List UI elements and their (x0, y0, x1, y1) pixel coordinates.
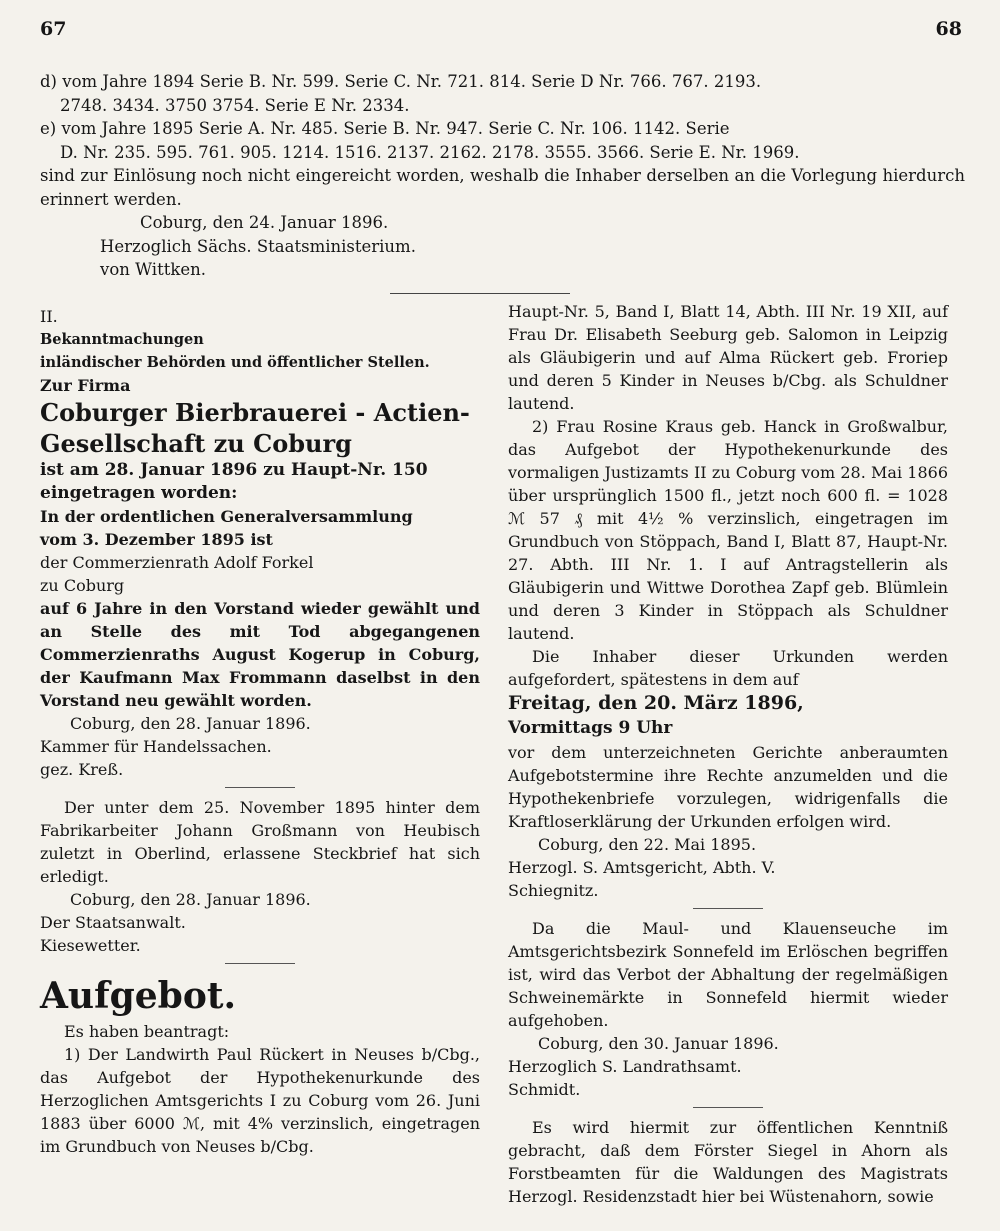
section-divider (390, 293, 570, 294)
summons-text: Die Inhaber dieser Urkunden werden aufgefordert, spätestens in dem auf (508, 647, 948, 689)
firm-name-line-2: Gesellschaft zu Coburg (40, 429, 352, 458)
series-list-1895-cont: D. Nr. 235. 595. 761. 905. 1214. 1516. 2137. 2162. 2178. 3555. 3566. Serie E. Nr. 1969. (60, 142, 800, 162)
hearing-text: vor dem unterzeichneten Gerichte anberaumten Aufgebotstermine ihre Rechte anzumelden und die Hypothekenbriefe vorzulegen, widrigenfalls die Kraftloserklärung der Urkunden erfolgen wird. (508, 743, 948, 831)
notice-text: sind zur Einlösung noch nicht eingereicht worden, weshalb die Inhaber derselben an die Vorlegung hierdurch erinnert werden. (40, 166, 965, 209)
application-1-continuation: Haupt-Nr. 5, Band I, Blatt 14, Abth. III Nr. 19 XII, auf Frau Dr. Elisabeth Seeburg geb. Salomon in Leipzig als Gläubigerin und auf Alma Rückert geb. Froriep und deren 5 Kinder in Neuses b/Cbg. als Schuldner lautend. (508, 302, 948, 413)
hearing-time: Vormittags 9 Uhr (508, 718, 673, 738)
notice-date: Coburg, den 24. Januar 1896. (140, 213, 389, 232)
page-number-right: 68 (935, 18, 962, 40)
section-number: II. (40, 307, 58, 326)
registration-line-1: ist am 28. Januar 1896 zu Haupt-Nr. 150 (40, 460, 428, 480)
disease-notice-signature: Schmidt. (508, 1080, 581, 1099)
notice-signature: von Wittken. (100, 260, 206, 279)
right-column (508, 300, 948, 1208)
firm-name-line-1: Coburger Bierbrauerei - Actien- (40, 398, 470, 427)
disease-notice: Da die Maul- und Klauenseuche im Amtsgerichtsbezirk Sonnefeld im Erlöschen begriffen ist, wird das Verbot der Abhaltung der regelmäßigen Schweinemärkte in Sonnefeld hiermit wieder aufgehoben. (508, 919, 948, 1030)
registration-line-2: eingetragen worden: (40, 483, 238, 503)
divider (225, 787, 295, 788)
top-notice (40, 70, 965, 282)
firm-intro: Zur Firma (40, 376, 131, 395)
court-authority: Herzogl. S. Amtsgericht, Abth. V. (508, 858, 776, 877)
assembly-line-1: In der ordentlichen Generalversammlung (40, 507, 413, 526)
divider (693, 1107, 763, 1108)
aufgebot-application-2: 2) Frau Rosine Kraus geb. Hanck in Großwalbur, das Aufgebot der Hypothekenurkunde des vormaligen Justizamts II zu Coburg vom 28. Mai 1866 über ursprünglich 1500 fl., jetzt noch 600 fl. = 1028 ℳ 57 ₰ mit 4½ % verzinslich, eingetragen im Grundbuch von Stöppach, Band I, Blatt 87, Haupt-Nr. 27. Abth. III Nr. 1. I auf Antragstellerin als Gläubigerin und Wittwe Dorothea Zapf geb. Blümlein und deren 3 Kinder in Stöppach als Schuldner lautend. (508, 417, 948, 643)
warrant-signature: Kiesewetter. (40, 936, 141, 955)
firm-notice-date: Coburg, den 28. Januar 1896. (70, 714, 311, 733)
page-number-left: 67 (40, 18, 67, 40)
aufgebot-application-1: 1) Der Landwirth Paul Rückert in Neuses b/Cbg., das Aufgebot der Hypothekenurkunde des Herzoglichen Amtsgerichts I zu Coburg vom 26. Juni 1883 über 6000 ℳ, mit 4% verzinslich, eingetragen im Grundbuch von Neuses b/Cbg. (40, 1045, 480, 1156)
series-list-1894: d) vom Jahre 1894 Serie B. Nr. 599. Serie C. Nr. 721. 814. Serie D Nr. 766. 767. 2193. (40, 72, 762, 91)
warrant-notice: Der unter dem 25. November 1895 hinter dem Fabrikarbeiter Johann Großmann von Heubisch zuletzt in Oberlind, erlassene Steckbrief hat sich erledigt. (40, 798, 480, 886)
assembly-line-3: der Commerzienrath Adolf Forkel (40, 553, 314, 572)
divider (225, 963, 295, 964)
aufgebot-intro: Es haben beantragt: (64, 1022, 230, 1041)
firm-notice-authority: Kammer für Handelssachen. (40, 737, 272, 756)
forester-notice: Es wird hiermit zur öffentlichen Kenntniß gebracht, daß dem Förster Siegel in Ahorn als Forstbeamten für die Waldungen des Magistrats Herzogl. Residenzstadt hier bei Wüstenahorn, sowie (508, 1118, 948, 1206)
disease-notice-date: Coburg, den 30. Januar 1896. (538, 1034, 779, 1053)
disease-notice-authority: Herzoglich S. Landrathsamt. (508, 1057, 742, 1076)
section-title: Bekanntmachungen (40, 331, 204, 348)
assembly-text: auf 6 Jahre in den Vorstand wieder gewählt und an Stelle des mit Tod abgegangenen Commerzienraths August Kogerup in Coburg, der Kaufmann Max Frommann daselbst in den Vorstand neu gewählt worden. (40, 599, 480, 710)
aufgebot-title: Aufgebot. (40, 975, 237, 1017)
assembly-line-2: vom 3. Dezember 1895 ist (40, 530, 273, 549)
court-signature: Schiegnitz. (508, 881, 599, 900)
left-column (40, 305, 480, 1158)
series-list-1894-cont: 2748. 3434. 3750 3754. Serie E Nr. 2334. (60, 95, 410, 115)
divider (693, 908, 763, 909)
firm-notice-signature: gez. Kreß. (40, 760, 124, 779)
hearing-date: Freitag, den 20. März 1896, (508, 692, 804, 714)
series-list-1895: e) vom Jahre 1895 Serie A. Nr. 485. Serie B. Nr. 947. Serie C. Nr. 106. 1142. Serie (40, 119, 730, 138)
warrant-date: Coburg, den 28. Januar 1896. (70, 890, 311, 909)
court-notice-date: Coburg, den 22. Mai 1895. (538, 835, 757, 854)
warrant-authority: Der Staatsanwalt. (40, 913, 186, 932)
section-subtitle: inländischer Behörden und öffentlicher Stellen. (40, 354, 430, 371)
assembly-line-4: zu Coburg (40, 576, 125, 595)
notice-authority: Herzoglich Sächs. Staatsministerium. (100, 236, 416, 256)
